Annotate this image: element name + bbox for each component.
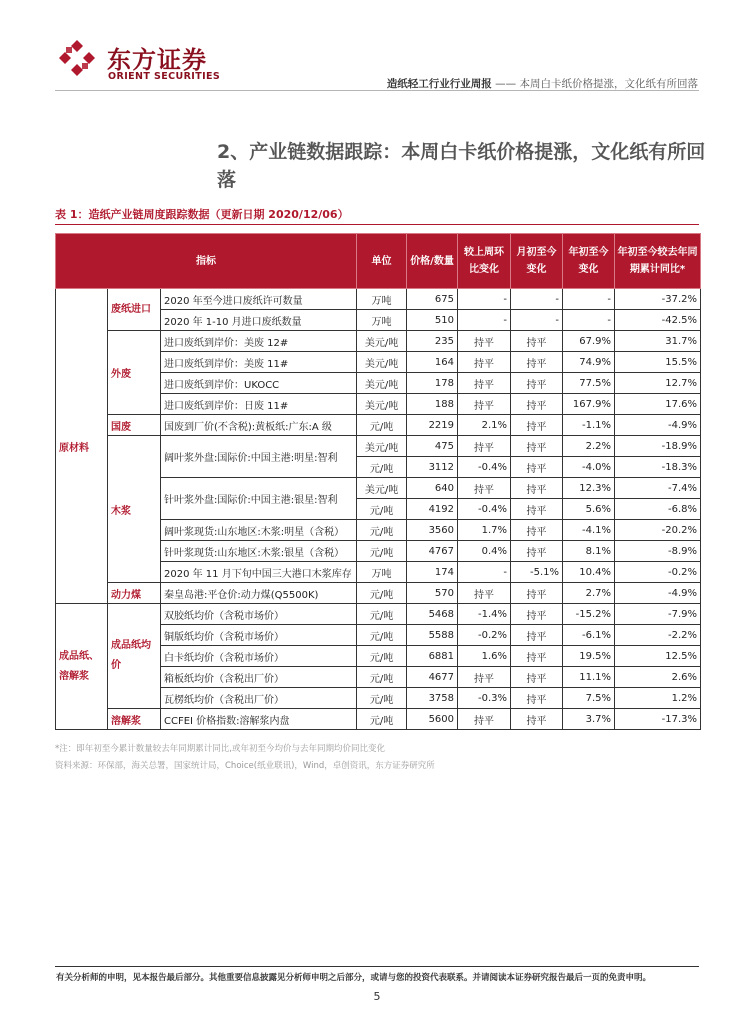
wow-cell: 2.1% xyxy=(458,415,511,436)
unit-cell: 元/吨 xyxy=(357,520,407,541)
unit-cell: 美元/吨 xyxy=(357,373,407,394)
ytd-cell: -1.1% xyxy=(563,415,615,436)
ytd-cell: -4.1% xyxy=(563,520,615,541)
mtd-cell: 持平 xyxy=(511,583,563,604)
indicator-cell: 阔叶浆外盘:国际价:中国主港:明星:智利 xyxy=(161,436,357,478)
unit-cell: 元/吨 xyxy=(357,625,407,646)
header-separator: —— xyxy=(491,78,520,90)
caption-divider xyxy=(55,224,699,225)
wow-cell: -0.4% xyxy=(458,457,511,478)
indicator-cell: 针叶浆现货:山东地区:木浆:银星（含税） xyxy=(161,541,357,562)
indicator-cell: 秦皇岛港:平仓价:动力煤(Q5500K) xyxy=(161,583,357,604)
yoy-cell: 17.6% xyxy=(615,394,701,415)
wow-cell: 持平 xyxy=(458,667,511,688)
unit-cell: 元/吨 xyxy=(357,457,407,478)
indicator-cell: CCFEI 价格指数:溶解浆内盘 xyxy=(161,709,357,730)
indicator-cell: 2020 年 1-10 月进口废纸数量 xyxy=(161,310,357,331)
group-finished-paper: 成品纸、溶解浆 xyxy=(56,604,108,730)
indicator-cell: 2020 年 11 月下旬中国三大港口木浆库存 xyxy=(161,562,357,583)
ytd-cell: 7.5% xyxy=(563,688,615,709)
subgroup-coal: 动力煤 xyxy=(108,583,161,604)
mtd-cell: 持平 xyxy=(511,625,563,646)
value-cell: 164 xyxy=(407,352,458,373)
wow-cell: 1.7% xyxy=(458,520,511,541)
yoy-cell: -8.9% xyxy=(615,541,701,562)
value-cell: 4767 xyxy=(407,541,458,562)
yoy-cell: -2.2% xyxy=(615,625,701,646)
value-cell: 3560 xyxy=(407,520,458,541)
unit-cell: 元/吨 xyxy=(357,709,407,730)
yoy-cell: -6.8% xyxy=(615,499,701,520)
table-row xyxy=(56,331,701,352)
yoy-cell: -0.2% xyxy=(615,562,701,583)
yoy-cell: -37.2% xyxy=(615,289,701,310)
wow-cell: -0.2% xyxy=(458,625,511,646)
value-cell: 235 xyxy=(407,331,458,352)
mtd-cell: 持平 xyxy=(511,499,563,520)
wow-cell: 持平 xyxy=(458,478,511,499)
header-ytd: 年初至今变化 xyxy=(563,234,615,289)
ytd-cell: 8.1% xyxy=(563,541,615,562)
wow-cell: - xyxy=(458,562,511,583)
ytd-cell: 5.6% xyxy=(563,499,615,520)
ytd-cell: 11.1% xyxy=(563,667,615,688)
indicator-cell: 阔叶浆现货:山东地区:木浆:明星（含税） xyxy=(161,520,357,541)
header-price: 价格/数量 xyxy=(407,234,458,289)
ytd-cell: 3.7% xyxy=(563,709,615,730)
footer-divider xyxy=(55,966,699,967)
table-row xyxy=(56,436,701,457)
value-cell: 3758 xyxy=(407,688,458,709)
page-number: 5 xyxy=(373,990,381,1003)
value-cell: 6881 xyxy=(407,646,458,667)
table-row xyxy=(56,604,701,625)
indicator-cell: 进口废纸到岸价：UKOCC xyxy=(161,373,357,394)
yoy-cell: -18.9% xyxy=(615,436,701,457)
unit-cell: 元/吨 xyxy=(357,667,407,688)
value-cell: 675 xyxy=(407,289,458,310)
indicator-cell: 白卡纸均价（含税市场价） xyxy=(161,646,357,667)
value-cell: 188 xyxy=(407,394,458,415)
value-cell: 5600 xyxy=(407,709,458,730)
yoy-cell: 12.5% xyxy=(615,646,701,667)
indicator-cell: 2020 年至今进口废纸许可数量 xyxy=(161,289,357,310)
indicator-cell: 铜版纸均价（含税市场价） xyxy=(161,625,357,646)
wow-cell: 持平 xyxy=(458,373,511,394)
mtd-cell: 持平 xyxy=(511,520,563,541)
ytd-cell: - xyxy=(563,310,615,331)
section-title: 2、产业链数据跟踪：本周白卡纸价格提涨，文化纸有所回落 xyxy=(217,141,706,191)
wow-cell: 持平 xyxy=(458,436,511,457)
mtd-cell: 持平 xyxy=(511,331,563,352)
wow-cell: 持平 xyxy=(458,352,511,373)
unit-cell: 元/吨 xyxy=(357,688,407,709)
mtd-cell: 持平 xyxy=(511,478,563,499)
yoy-cell: 1.2% xyxy=(615,688,701,709)
unit-cell: 万吨 xyxy=(357,310,407,331)
value-cell: 510 xyxy=(407,310,458,331)
yoy-cell: -17.3% xyxy=(615,709,701,730)
ytd-cell: 67.9% xyxy=(563,331,615,352)
unit-cell: 美元/吨 xyxy=(357,331,407,352)
unit-cell: 万吨 xyxy=(357,289,407,310)
subgroup-domestic-waste: 国废 xyxy=(108,415,161,436)
ytd-cell: 167.9% xyxy=(563,394,615,415)
table-row xyxy=(56,709,701,730)
unit-cell: 元/吨 xyxy=(357,646,407,667)
mtd-cell: 持平 xyxy=(511,541,563,562)
mtd-cell: 持平 xyxy=(511,394,563,415)
table-note: *注：即年初至今累计数量较去年同期累计同比,或年初至今均价与去年同期均价同比变化 xyxy=(55,744,385,754)
orient-securities-logo-icon xyxy=(57,38,97,78)
unit-cell: 元/吨 xyxy=(357,499,407,520)
indicator-cell: 进口废纸到岸价：美废 12# xyxy=(161,331,357,352)
value-cell: 5468 xyxy=(407,604,458,625)
unit-cell: 万吨 xyxy=(357,562,407,583)
value-cell: 5588 xyxy=(407,625,458,646)
subgroup-waste-import: 废纸进口 xyxy=(108,289,161,331)
value-cell: 3112 xyxy=(407,457,458,478)
header-yoy: 年初至今较去年同期累计同比* xyxy=(615,234,701,289)
mtd-cell: 持平 xyxy=(511,709,563,730)
unit-cell: 美元/吨 xyxy=(357,478,407,499)
header-divider xyxy=(55,90,699,91)
indicator-cell: 国废到厂价(不含税):黄板纸:广东:A 级 xyxy=(161,415,357,436)
table-row xyxy=(56,289,701,310)
ytd-cell: - xyxy=(563,289,615,310)
value-cell: 4677 xyxy=(407,667,458,688)
subgroup-finished-avg: 成品纸均价 xyxy=(108,604,161,709)
yoy-cell: -7.4% xyxy=(615,478,701,499)
mtd-cell: -5.1% xyxy=(511,562,563,583)
report-type: 造纸轻工行业行业周报 xyxy=(386,78,492,90)
yoy-cell: 12.7% xyxy=(615,373,701,394)
mtd-cell: - xyxy=(511,310,563,331)
value-cell: 4192 xyxy=(407,499,458,520)
yoy-cell: 15.5% xyxy=(615,352,701,373)
wow-cell: 持平 xyxy=(458,583,511,604)
indicator-cell: 瓦楞纸均价（含税出厂价） xyxy=(161,688,357,709)
yoy-cell: -7.9% xyxy=(615,604,701,625)
brand-name-en: ORIENT SECURITIES xyxy=(108,71,221,82)
indicator-cell: 进口废纸到岸价：美废 11# xyxy=(161,352,357,373)
wow-cell: - xyxy=(458,310,511,331)
industry-chain-table xyxy=(55,233,701,730)
ytd-cell: 19.5% xyxy=(563,646,615,667)
mtd-cell: 持平 xyxy=(511,415,563,436)
brand-name-cn: 东方证券 xyxy=(107,46,207,74)
indicator-cell: 针叶浆外盘:国际价:中国主港:银星:智利 xyxy=(161,478,357,520)
table-row xyxy=(56,583,701,604)
mtd-cell: 持平 xyxy=(511,667,563,688)
value-cell: 174 xyxy=(407,562,458,583)
indicator-cell: 进口废纸到岸价：日废 11# xyxy=(161,394,357,415)
yoy-cell: 2.6% xyxy=(615,667,701,688)
unit-cell: 美元/吨 xyxy=(357,352,407,373)
report-header xyxy=(387,76,698,91)
value-cell: 570 xyxy=(407,583,458,604)
yoy-cell: -4.9% xyxy=(615,415,701,436)
unit-cell: 元/吨 xyxy=(357,415,407,436)
value-cell: 475 xyxy=(407,436,458,457)
ytd-cell: 10.4% xyxy=(563,562,615,583)
unit-cell: 美元/吨 xyxy=(357,394,407,415)
disclaimer: 有关分析师的申明，见本报告最后部分。其他重要信息披露见分析师申明之后部分，或请与您的投资代表联系。并请阅读本证券研究报告最后一页的免责申明。 xyxy=(56,973,652,983)
ytd-cell: -15.2% xyxy=(563,604,615,625)
mtd-cell: 持平 xyxy=(511,373,563,394)
mtd-cell: 持平 xyxy=(511,352,563,373)
wow-cell: - xyxy=(458,289,511,310)
table-header-row xyxy=(56,234,701,289)
mtd-cell: 持平 xyxy=(511,688,563,709)
ytd-cell: 2.2% xyxy=(563,436,615,457)
wow-cell: 持平 xyxy=(458,709,511,730)
wow-cell: 0.4% xyxy=(458,541,511,562)
yoy-cell: 31.7% xyxy=(615,331,701,352)
subgroup-dissolving-pulp: 溶解浆 xyxy=(108,709,161,730)
report-subtitle: 本周白卡纸价格提涨，文化纸有所回落 xyxy=(519,78,698,90)
value-cell: 2219 xyxy=(407,415,458,436)
mtd-cell: 持平 xyxy=(511,604,563,625)
wow-cell: 持平 xyxy=(458,331,511,352)
header-wow: 较上周环比变化 xyxy=(458,234,511,289)
mtd-cell: 持平 xyxy=(511,646,563,667)
yoy-cell: -20.2% xyxy=(615,520,701,541)
wow-cell: 1.6% xyxy=(458,646,511,667)
yoy-cell: -42.5% xyxy=(615,310,701,331)
mtd-cell: 持平 xyxy=(511,457,563,478)
unit-cell: 元/吨 xyxy=(357,604,407,625)
indicator-cell: 双胶纸均价（含税市场价） xyxy=(161,604,357,625)
subgroup-foreign-waste: 外废 xyxy=(108,331,161,415)
table-row xyxy=(56,415,701,436)
ytd-cell: 12.3% xyxy=(563,478,615,499)
wow-cell: -1.4% xyxy=(458,604,511,625)
data-source: 资料来源：环保部，海关总署，国家统计局，Choice(纸业联讯)，Wind，卓创资讯，东方证券研究所 xyxy=(55,761,435,771)
value-cell: 178 xyxy=(407,373,458,394)
unit-cell: 元/吨 xyxy=(357,541,407,562)
yoy-cell: -4.9% xyxy=(615,583,701,604)
wow-cell: 持平 xyxy=(458,394,511,415)
unit-cell: 元/吨 xyxy=(357,583,407,604)
wow-cell: -0.3% xyxy=(458,688,511,709)
ytd-cell: 2.7% xyxy=(563,583,615,604)
unit-cell: 美元/吨 xyxy=(357,436,407,457)
header-mtd: 月初至今变化 xyxy=(511,234,563,289)
wow-cell: -0.4% xyxy=(458,499,511,520)
ytd-cell: -6.1% xyxy=(563,625,615,646)
ytd-cell: 77.5% xyxy=(563,373,615,394)
yoy-cell: -18.3% xyxy=(615,457,701,478)
ytd-cell: -4.0% xyxy=(563,457,615,478)
mtd-cell: - xyxy=(511,289,563,310)
indicator-cell: 箱板纸均价（含税出厂价） xyxy=(161,667,357,688)
header-unit: 单位 xyxy=(357,234,407,289)
table-caption: 表 1：造纸产业链周度跟踪数据（更新日期 2020/12/06） xyxy=(55,208,349,221)
header-indicator: 指标 xyxy=(56,234,357,289)
value-cell: 640 xyxy=(407,478,458,499)
mtd-cell: 持平 xyxy=(511,436,563,457)
ytd-cell: 74.9% xyxy=(563,352,615,373)
group-raw-materials: 原材料 xyxy=(56,289,108,604)
subgroup-pulp: 木浆 xyxy=(108,436,161,583)
